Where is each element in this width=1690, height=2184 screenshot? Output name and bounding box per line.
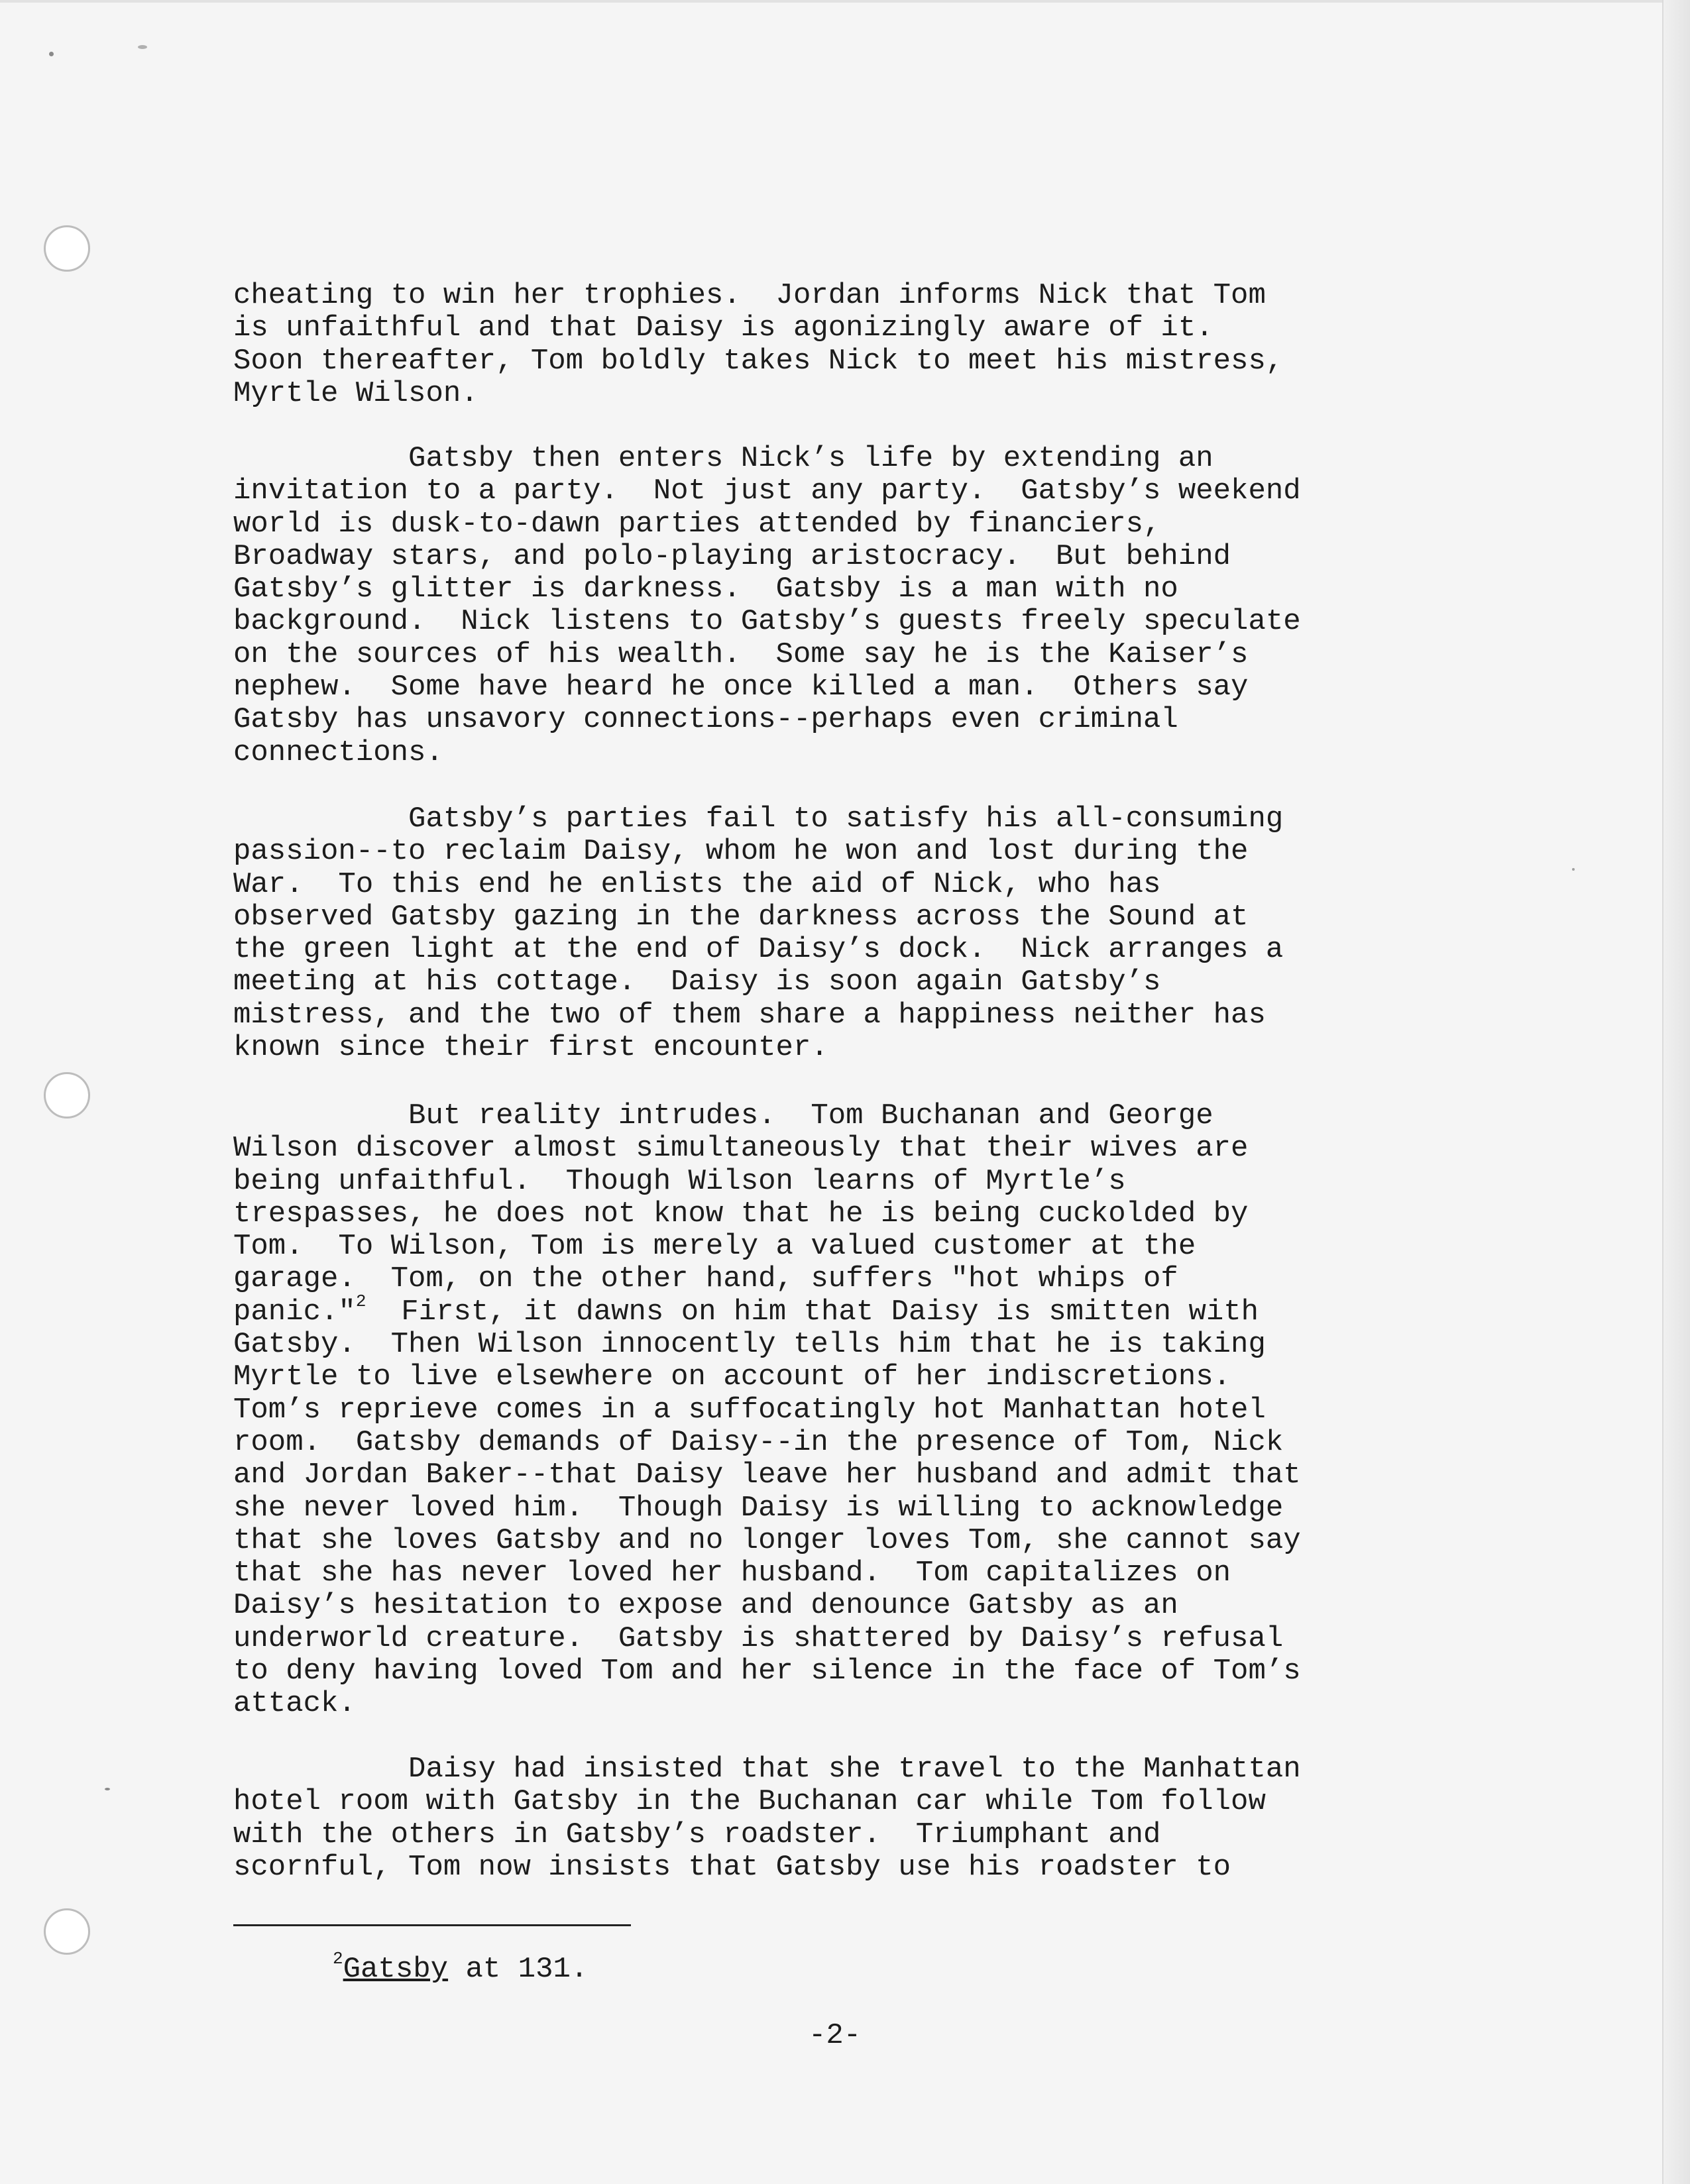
footnote-reference: 2 (355, 1291, 366, 1311)
text-line: connections. (233, 736, 443, 769)
text-line: world is dusk-to-dawn parties attended by financiers, (233, 507, 1161, 541)
binder-hole-middle (44, 1072, 90, 1119)
text-line: But reality intrudes. Tom Buchanan and George (233, 1099, 1213, 1132)
text-line: Gatsby’s parties fail to satisfy his all-consuming (233, 802, 1284, 836)
text-line: Broadway stars, and polo-playing aristocracy. But behind (233, 539, 1231, 573)
text-line: background. Nick listens to Gatsby’s guests freely speculate (233, 605, 1301, 639)
text-line: is unfaithful and that Daisy is agonizingly aware of it. (233, 311, 1213, 345)
text-line: Gatsby has unsavory connections--perhaps even criminal (233, 703, 1178, 737)
page-right-edge (1662, 0, 1690, 2184)
paragraph-5 (233, 1753, 1479, 1884)
text-line: Wilson discover almost simultaneously that their wives are (233, 1132, 1249, 1166)
text-line: Myrtle Wilson. (233, 376, 479, 410)
paragraph-2 (233, 443, 1479, 769)
footnote-title: Gatsby (343, 1953, 449, 1986)
text-line: observed Gatsby gazing in the darkness across the Sound at (233, 900, 1249, 934)
text-line: passion--to reclaim Daisy, whom he won and lost during the (233, 835, 1249, 869)
text-line: Gatsby then enters Nick’s life by extending an (233, 442, 1213, 475)
text-line: with the others in Gatsby’s roadster. Triumphant and (233, 1818, 1161, 1851)
footnote-text: at 131. (448, 1953, 589, 1986)
text-line: nephew. Some have heard he once killed a man. Others say (233, 671, 1249, 704)
binder-hole-bottom (44, 1908, 90, 1955)
text-line: being unfaithful. Though Wilson learns of Myrtle’s (233, 1164, 1126, 1198)
text-line: that she loves Gatsby and no longer loves Tom, she cannot say (233, 1523, 1301, 1557)
text-line: she never loved him. Though Daisy is willing to acknowledge (233, 1491, 1284, 1525)
text-line: to deny having loved Tom and her silence in the face of Tom’s (233, 1655, 1301, 1688)
text-line: room. Gatsby demands of Daisy--in the presence of Tom, Nick (233, 1425, 1284, 1459)
text-line: Tom. To Wilson, Tom is merely a valued customer at the (233, 1230, 1196, 1264)
footnote-separator (233, 1924, 631, 1926)
text-line: known since their first encounter. (233, 1031, 828, 1065)
text-line: garage. Tom, on the other hand, suffers "hot whips of (233, 1262, 1178, 1296)
scan-speck (138, 45, 147, 49)
text-line: cheating to win her trophies. Jordan informs Nick that Tom (233, 279, 1266, 312)
scan-speck (1572, 868, 1575, 871)
text-line: invitation to a party. Not just any party. Gatsby’s weekend (233, 474, 1301, 508)
text-fragment: panic." (233, 1295, 356, 1329)
footnote-marker: 2 (333, 1949, 343, 1969)
text-line: underworld creature. Gatsby is shattered by Daisy’s refusal (233, 1621, 1284, 1655)
page-number: -2- (809, 2019, 862, 2052)
text-line: meeting at his cottage. Daisy is soon again Gatsby’s (233, 965, 1161, 999)
text-line: attack. (233, 1687, 356, 1721)
binder-hole-top (44, 225, 90, 272)
text-line: Daisy had insisted that she travel to the Manhattan (233, 1753, 1301, 1786)
text-line: the green light at the end of Daisy’s dock. Nick arranges a (233, 933, 1284, 967)
text-line: Gatsby’s glitter is darkness. Gatsby is a man with no (233, 573, 1178, 606)
text-line: trespasses, he does not know that he is being cuckolded by (233, 1197, 1249, 1230)
text-line: War. To this end he enlists the aid of Nick, who has (233, 867, 1161, 901)
text-line: Tom’s reprieve comes in a suffocatingly hot Manhattan hotel (233, 1393, 1266, 1427)
text-line: scornful, Tom now insists that Gatsby use his roadster to (233, 1850, 1231, 1884)
text-line: mistress, and the two of them share a happiness neither has (233, 998, 1266, 1032)
text-line: on the sources of his wealth. Some say he is the Kaiser’s (233, 637, 1249, 671)
footnote (333, 1949, 589, 1986)
text-line: Gatsby. Then Wilson innocently tells him that he is taking (233, 1328, 1266, 1362)
paragraph-4 (233, 1100, 1479, 1721)
text-line-with-footnote (233, 1291, 1479, 1329)
text-line: Daisy’s hesitation to expose and denounce Gatsby as an (233, 1589, 1178, 1623)
text-fragment: First, it dawns on him that Daisy is smitten with (366, 1295, 1259, 1329)
text-line: that she has never loved her husband. Tom capitalizes on (233, 1556, 1231, 1590)
text-line: Myrtle to live elsewhere on account of her indiscretions. (233, 1360, 1231, 1394)
text-line: and Jordan Baker--that Daisy leave her husband and admit that (233, 1458, 1301, 1492)
text-line: Soon thereafter, Tom boldly takes Nick to meet his mistress, (233, 344, 1284, 378)
paragraph-1 (233, 280, 1479, 410)
text-line: hotel room with Gatsby in the Buchanan car while Tom follow (233, 1785, 1266, 1819)
paragraph-3 (233, 803, 1479, 1064)
scan-speck (49, 52, 54, 56)
scan-top-edge (0, 0, 1663, 3)
scan-speck (105, 1788, 110, 1790)
